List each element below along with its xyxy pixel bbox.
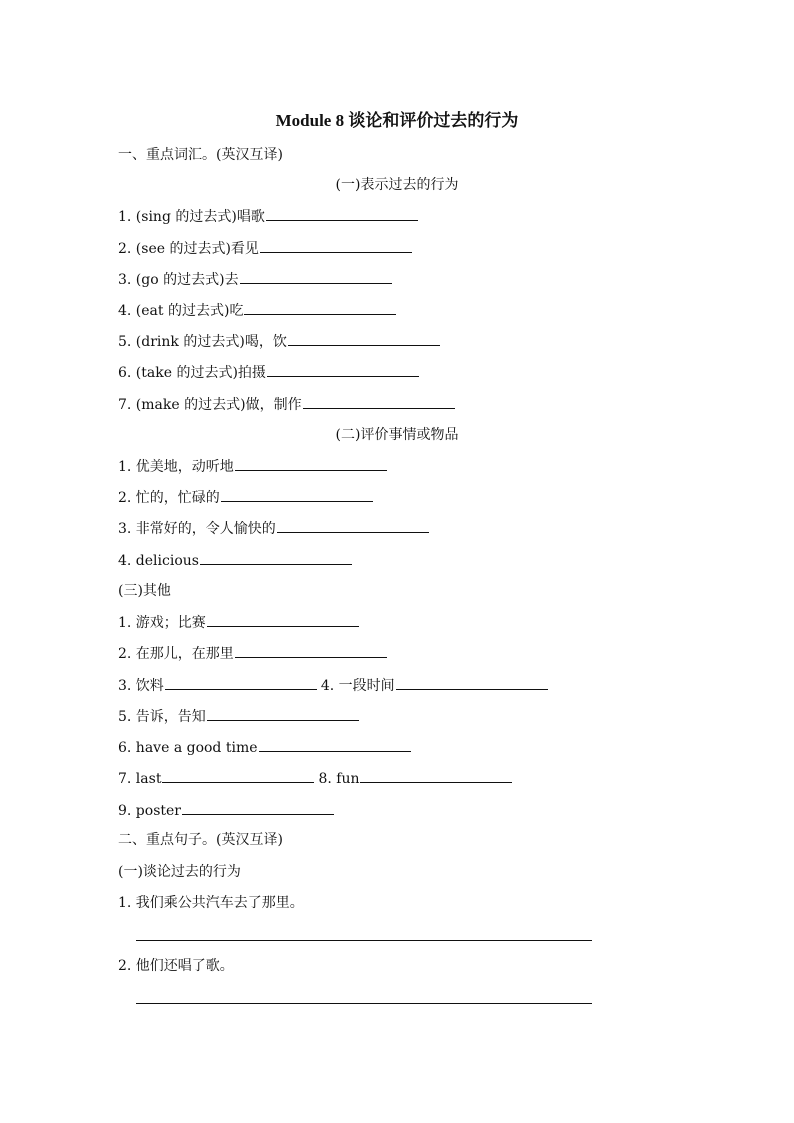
item-prompt: 5. 告诉，告知 [118, 709, 206, 725]
answer-blank[interactable] [221, 487, 373, 502]
vocab-item [118, 737, 411, 758]
vocab-item [118, 800, 334, 821]
vocab-item [118, 518, 429, 539]
sentence-prompt: 2. 他们还唱了歌。 [118, 958, 234, 974]
item-prompt: 2. (see 的过去式)看见 [118, 241, 259, 257]
vocab-item [118, 643, 387, 664]
vocab-item [118, 487, 373, 508]
sentence-answer-line[interactable] [136, 940, 592, 941]
vocab-item [118, 331, 440, 352]
section-heading-sentences: 二、重点句子。(英汉互译) [118, 832, 283, 848]
item-prompt: 6. (take 的过去式)拍摄 [118, 365, 266, 381]
answer-blank[interactable] [165, 675, 317, 690]
vocab-item [118, 456, 387, 477]
vocab-item [118, 269, 392, 290]
vocab-item [118, 612, 359, 633]
answer-blank[interactable] [235, 643, 387, 658]
page-title: Module 8 谈论和评价过去的行为 [275, 111, 519, 130]
answer-blank[interactable] [360, 768, 512, 783]
item-prompt: 1. 游戏；比赛 [118, 615, 206, 631]
answer-blank[interactable] [288, 331, 440, 346]
vocab-item-pair [118, 675, 548, 696]
item-prompt: 2. 在那儿，在那里 [118, 646, 234, 662]
item-prompt: 4. 一段时间 [320, 678, 395, 694]
item-prompt: 4. (eat 的过去式)吃 [118, 303, 244, 319]
item-prompt: 3. (go 的过去式)去 [118, 272, 239, 288]
sentence-answer-line[interactable] [136, 1003, 592, 1004]
answer-blank[interactable] [266, 206, 418, 221]
subsection-heading-evaluation: (二)评价事情或物品 [335, 427, 459, 443]
vocab-item [118, 238, 412, 259]
vocab-item [118, 550, 352, 571]
item-prompt: 8. fun [318, 771, 360, 787]
vocab-item [118, 300, 396, 321]
answer-blank[interactable] [182, 800, 334, 815]
sentence-prompt: 1. 我们乘公共汽车去了那里。 [118, 895, 304, 911]
subsection-heading-other: (三)其他 [118, 583, 171, 599]
answer-blank[interactable] [259, 737, 411, 752]
item-prompt: 1. (sing 的过去式)唱歌 [118, 209, 265, 225]
item-prompt: 6. have a good time [118, 740, 258, 756]
answer-blank[interactable] [162, 768, 314, 783]
answer-blank[interactable] [396, 675, 548, 690]
vocab-item [118, 394, 455, 415]
vocab-item [118, 706, 359, 727]
subsection-heading-past-actions: (一)表示过去的行为 [335, 177, 459, 193]
item-prompt: 1. 优美地，动听地 [118, 459, 234, 475]
answer-blank[interactable] [303, 394, 455, 409]
item-prompt: 3. 非常好的，令人愉快的 [118, 521, 276, 537]
answer-blank[interactable] [200, 550, 352, 565]
vocab-item [118, 362, 419, 383]
answer-blank[interactable] [277, 518, 429, 533]
answer-blank[interactable] [207, 706, 359, 721]
answer-blank[interactable] [244, 300, 396, 315]
item-prompt: 2. 忙的，忙碌的 [118, 490, 220, 506]
item-prompt: 5. (drink 的过去式)喝，饮 [118, 334, 287, 350]
answer-blank[interactable] [235, 456, 387, 471]
item-prompt: 7. (make 的过去式)做，制作 [118, 397, 302, 413]
vocab-item [118, 206, 418, 227]
answer-blank[interactable] [260, 238, 412, 253]
vocab-item-pair [118, 768, 512, 789]
item-prompt: 4. delicious [118, 553, 199, 569]
answer-blank[interactable] [240, 269, 392, 284]
item-prompt: 3. 饮料 [118, 678, 164, 694]
item-prompt: 9. poster [118, 803, 181, 819]
answer-blank[interactable] [207, 612, 359, 627]
answer-blank[interactable] [267, 362, 419, 377]
section-heading-vocabulary: 一、重点词汇。(英汉互译) [118, 147, 283, 163]
subsection-heading-talk-past: (一)谈论过去的行为 [118, 864, 241, 880]
item-prompt: 7. last [118, 771, 162, 787]
